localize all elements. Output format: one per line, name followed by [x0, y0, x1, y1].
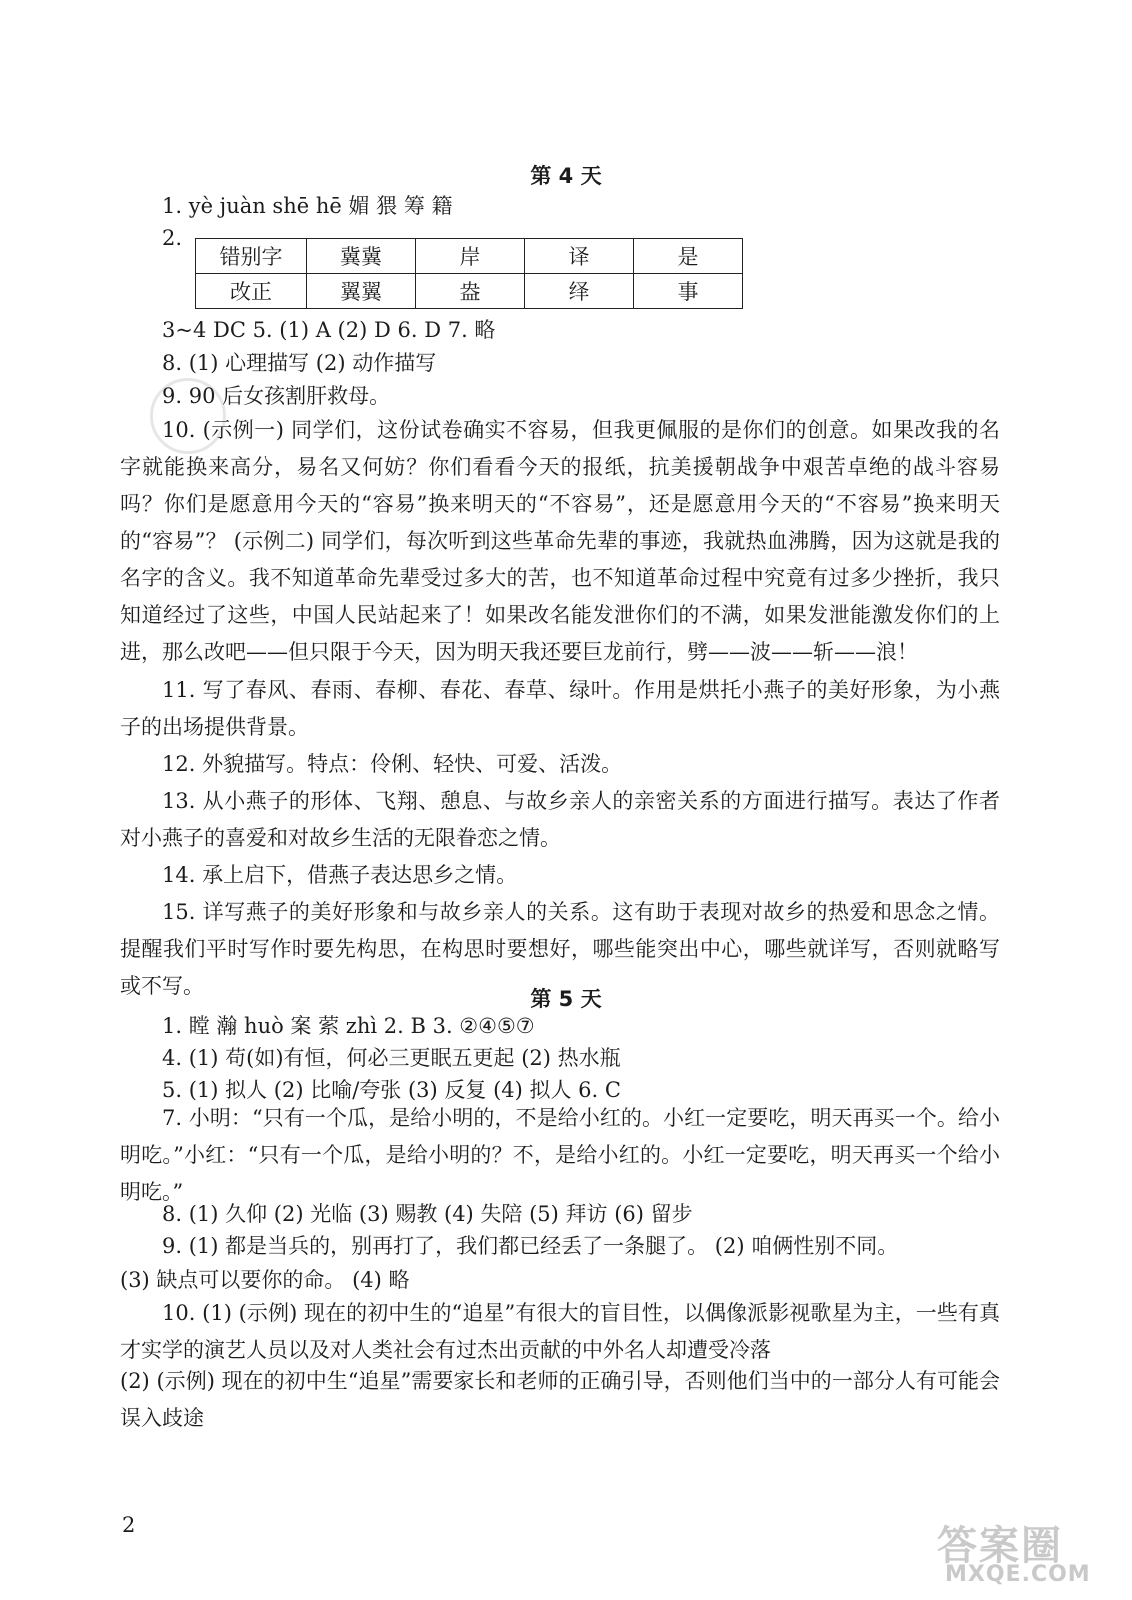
day5-q4: 4. (1) 苟(如)有恒，何必三更眠五更起 (2) 热水瓶 — [162, 1046, 621, 1070]
day4-q14: 14. 承上启下，借燕子表达思乡之情。 — [162, 863, 518, 887]
logo-main-text: 答案圈 — [937, 1523, 1063, 1569]
table-cell: 改正 — [196, 274, 307, 309]
day5-q10-part2: (2) (示例) 现在的初中生“追星”需要家长和老师的正确引导，否则他们当中的一部分人有可能会误入歧途 — [120, 1369, 1000, 1430]
table-row — [196, 274, 743, 309]
day4-title: 第 4 天 — [530, 164, 602, 188]
day4-q1: 1. yè juàn shē hē 媚 猥 筹 籍 — [162, 194, 453, 218]
table-cell: 绎 — [525, 274, 634, 309]
table-cell: 错别字 — [196, 239, 307, 274]
site-logo — [925, 1510, 1125, 1590]
day5-q8: 8. (1) 久仰 (2) 光临 (3) 赐教 (4) 失陪 (5) 拜访 (6) 留步 — [162, 1202, 693, 1226]
day5-q9-line1: 9. (1) 都是当兵的，别再打了，我们都已经丢了一条腿了。 (2) 咱俩性别不同。 — [162, 1234, 899, 1258]
page-number: 2 — [122, 1513, 136, 1537]
table-cell: 岸 — [416, 239, 525, 274]
table-cell: 盎 — [416, 274, 525, 309]
day4-q10: 10. (示例一) 同学们，这份试卷确实不容易，但我更佩服的是你们的创意。如果改我的名字就能换来高分，易名又何妨？你们看看今天的报纸，抗美援朝战争中艰苦卓绝的战斗容易吗？你们是愿意用今天的“容易”换来明天的“不容易”，还是愿意用今天的“不容易”换来明天的“容易”？ (示例二) 同学们，每次听到这些革命先辈的事迹，我就热血沸腾，因为这就是我的名字的含义。我不知道革命先辈受过多大的苦，也不知道革命过程中究竟有过多少挫折，我只知道经过了这些，中国人民站起来了！如果改名能发泄你们的不满，如果发泄能激发你们的上进，那么改吧——但只限于今天，因为明天我还要巨龙前行，劈——波——斩——浪！ — [120, 418, 1000, 664]
day4-q11: 11. 写了春风、春雨、春柳、春花、春草、绿叶。作用是烘托小燕子的美好形象，为小燕子的出场提供背景。 — [120, 678, 1000, 739]
day4-q9: 9. 90 后女孩割肝救母。 — [162, 384, 391, 408]
table-cell: 是 — [634, 239, 743, 274]
day4-q3-7: 3~4 DC 5. (1) A (2) D 6. D 7. 略 — [162, 318, 496, 342]
day5-q7: 7. 小明：“只有一个瓜，是给小明的，不是给小红的。小红一定要吃，明天再买一个。给小明吃。”小红：“只有一个瓜，是给小明的？不，是给小红的。小红一定要吃，明天再买一个给小明吃。” — [120, 1106, 1000, 1204]
day4-q2-label: 2. — [162, 226, 183, 250]
day4-q8: 8. (1) 心理描写 (2) 动作描写 — [162, 351, 437, 375]
table-cell: 翼翼 — [307, 274, 416, 309]
day5-q10-part1: 10. (1) (示例) 现在的初中生的“追星”有很大的盲目性，以偶像派影视歌星为主，一些有真才实学的演艺人员以及对人类社会有过杰出贡献的中外名人却遭受冷落 — [120, 1301, 1000, 1362]
table-row — [196, 239, 743, 274]
day5-q5-6: 5. (1) 拟人 (2) 比喻/夸张 (3) 反复 (4) 拟人 6. C — [162, 1078, 621, 1102]
day4-q12: 12. 外貌描写。特点：伶俐、轻快、可爱、活泼。 — [162, 752, 623, 776]
table-cell: 事 — [634, 274, 743, 309]
day5-q1-3: 1. 瞠 瀚 huò 案 萦 zhì 2. B 3. ②④⑤⑦ — [162, 1014, 535, 1038]
table-cell: 译 — [525, 239, 634, 274]
day4-q15: 15. 详写燕子的美好形象和与故乡亲人的关系。这有助于表现对故乡的热爱和思念之情。提醒我们平时写作时要先构思，在构思时要想好，哪些能突出中心，哪些就详写，否则就略写或不写。 — [120, 900, 1000, 998]
day5-title: 第 5 天 — [530, 987, 602, 1011]
day4-q13: 13. 从小燕子的形体、飞翔、憩息、与故乡亲人的亲密关系的方面进行描写。表达了作者对小燕子的喜爱和对故乡生活的无限眷恋之情。 — [120, 789, 1000, 850]
day5-q9-line2: (3) 缺点可以要你的命。 (4) 略 — [120, 1268, 410, 1292]
logo-domain-text: MXQE.COM — [945, 1562, 1091, 1587]
error-correction-table — [195, 238, 743, 309]
table-cell: 冀冀 — [307, 239, 416, 274]
